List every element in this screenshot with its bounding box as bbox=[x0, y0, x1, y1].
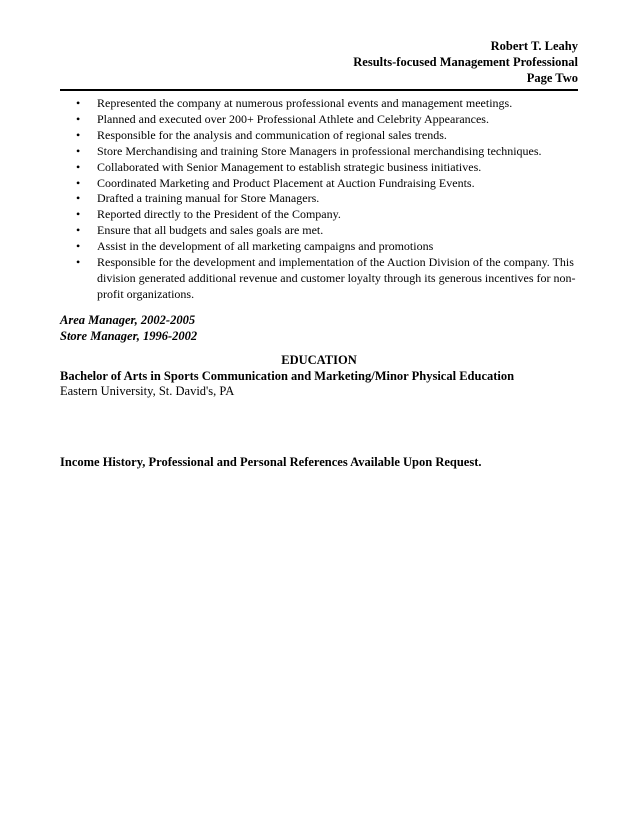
bullet-text: Ensure that all budgets and sales goals are met. bbox=[97, 223, 324, 238]
position-title: Store Manager, 1996-2002 bbox=[60, 329, 198, 343]
bullet-text: Coordinated Marketing and Product Placement at Auction Fundraising Events. bbox=[97, 175, 475, 190]
bullet-text: Drafted a training manual for Store Managers. bbox=[97, 191, 320, 206]
bullet-text: Assist in the development of all marketing campaigns and promotions bbox=[97, 239, 434, 254]
position-titles bbox=[60, 312, 197, 344]
bullet-text: Responsible for the development and implementation of the Auction Division of the company. This division generated additional revenue and customer loyalty through its generous incentives for non-profit organizations. bbox=[97, 255, 576, 301]
bullet-text: Represented the company at numerous professional events and management meetings. bbox=[97, 96, 513, 110]
experience-bullet bbox=[60, 255, 580, 303]
bullet-text: Collaborated with Senior Management to establish strategic business initiatives. bbox=[97, 159, 482, 174]
page-number-label: Page Two bbox=[526, 71, 578, 85]
experience-bullet bbox=[60, 96, 580, 112]
bullet-text: Reported directly to the President of the Company. bbox=[97, 207, 341, 222]
experience-bullet bbox=[60, 239, 580, 255]
resume-header bbox=[353, 38, 578, 86]
education-degree: Bachelor of Arts in Sports Communication and Marketing/Minor Physical Education bbox=[60, 369, 515, 383]
header-divider bbox=[60, 89, 578, 91]
bullet-text: Responsible for the analysis and communication of regional sales trends. bbox=[97, 127, 447, 142]
candidate-name: Robert T. Leahy bbox=[490, 39, 578, 53]
experience-bullet bbox=[60, 223, 580, 239]
experience-bullet-list bbox=[60, 96, 580, 303]
experience-bullet bbox=[60, 112, 580, 128]
bullet-dot-icon: • bbox=[76, 96, 81, 110]
candidate-tagline: Results-focused Management Professional bbox=[353, 55, 578, 69]
bullet-dot-icon: • bbox=[76, 175, 81, 190]
bullet-dot-icon: • bbox=[76, 207, 81, 222]
education-heading: EDUCATION bbox=[281, 353, 357, 367]
bullet-dot-icon: • bbox=[76, 239, 81, 254]
experience-bullet bbox=[60, 128, 580, 144]
bullet-dot-icon: • bbox=[76, 159, 81, 174]
bullet-dot-icon: • bbox=[76, 143, 81, 158]
experience-bullet bbox=[60, 160, 580, 176]
experience-bullet bbox=[60, 144, 580, 160]
bullet-dot-icon: • bbox=[76, 255, 81, 270]
experience-bullet bbox=[60, 191, 580, 207]
position-title: Area Manager, 2002-2005 bbox=[60, 313, 196, 327]
experience-bullet bbox=[60, 207, 580, 223]
references-note: Income History, Professional and Personal References Available Upon Request. bbox=[60, 455, 482, 469]
experience-bullet bbox=[60, 176, 580, 192]
education-school: Eastern University, St. David's, PA bbox=[60, 384, 235, 398]
bullet-dot-icon: • bbox=[76, 223, 81, 238]
bullet-dot-icon: • bbox=[76, 191, 81, 206]
bullet-text: Planned and executed over 200+ Professional Athlete and Celebrity Appearances. bbox=[97, 111, 489, 126]
bullet-dot-icon: • bbox=[76, 111, 81, 126]
bullet-text: Store Merchandising and training Store Managers in professional merchandising techniques. bbox=[97, 143, 542, 158]
bullet-dot-icon: • bbox=[76, 127, 81, 142]
